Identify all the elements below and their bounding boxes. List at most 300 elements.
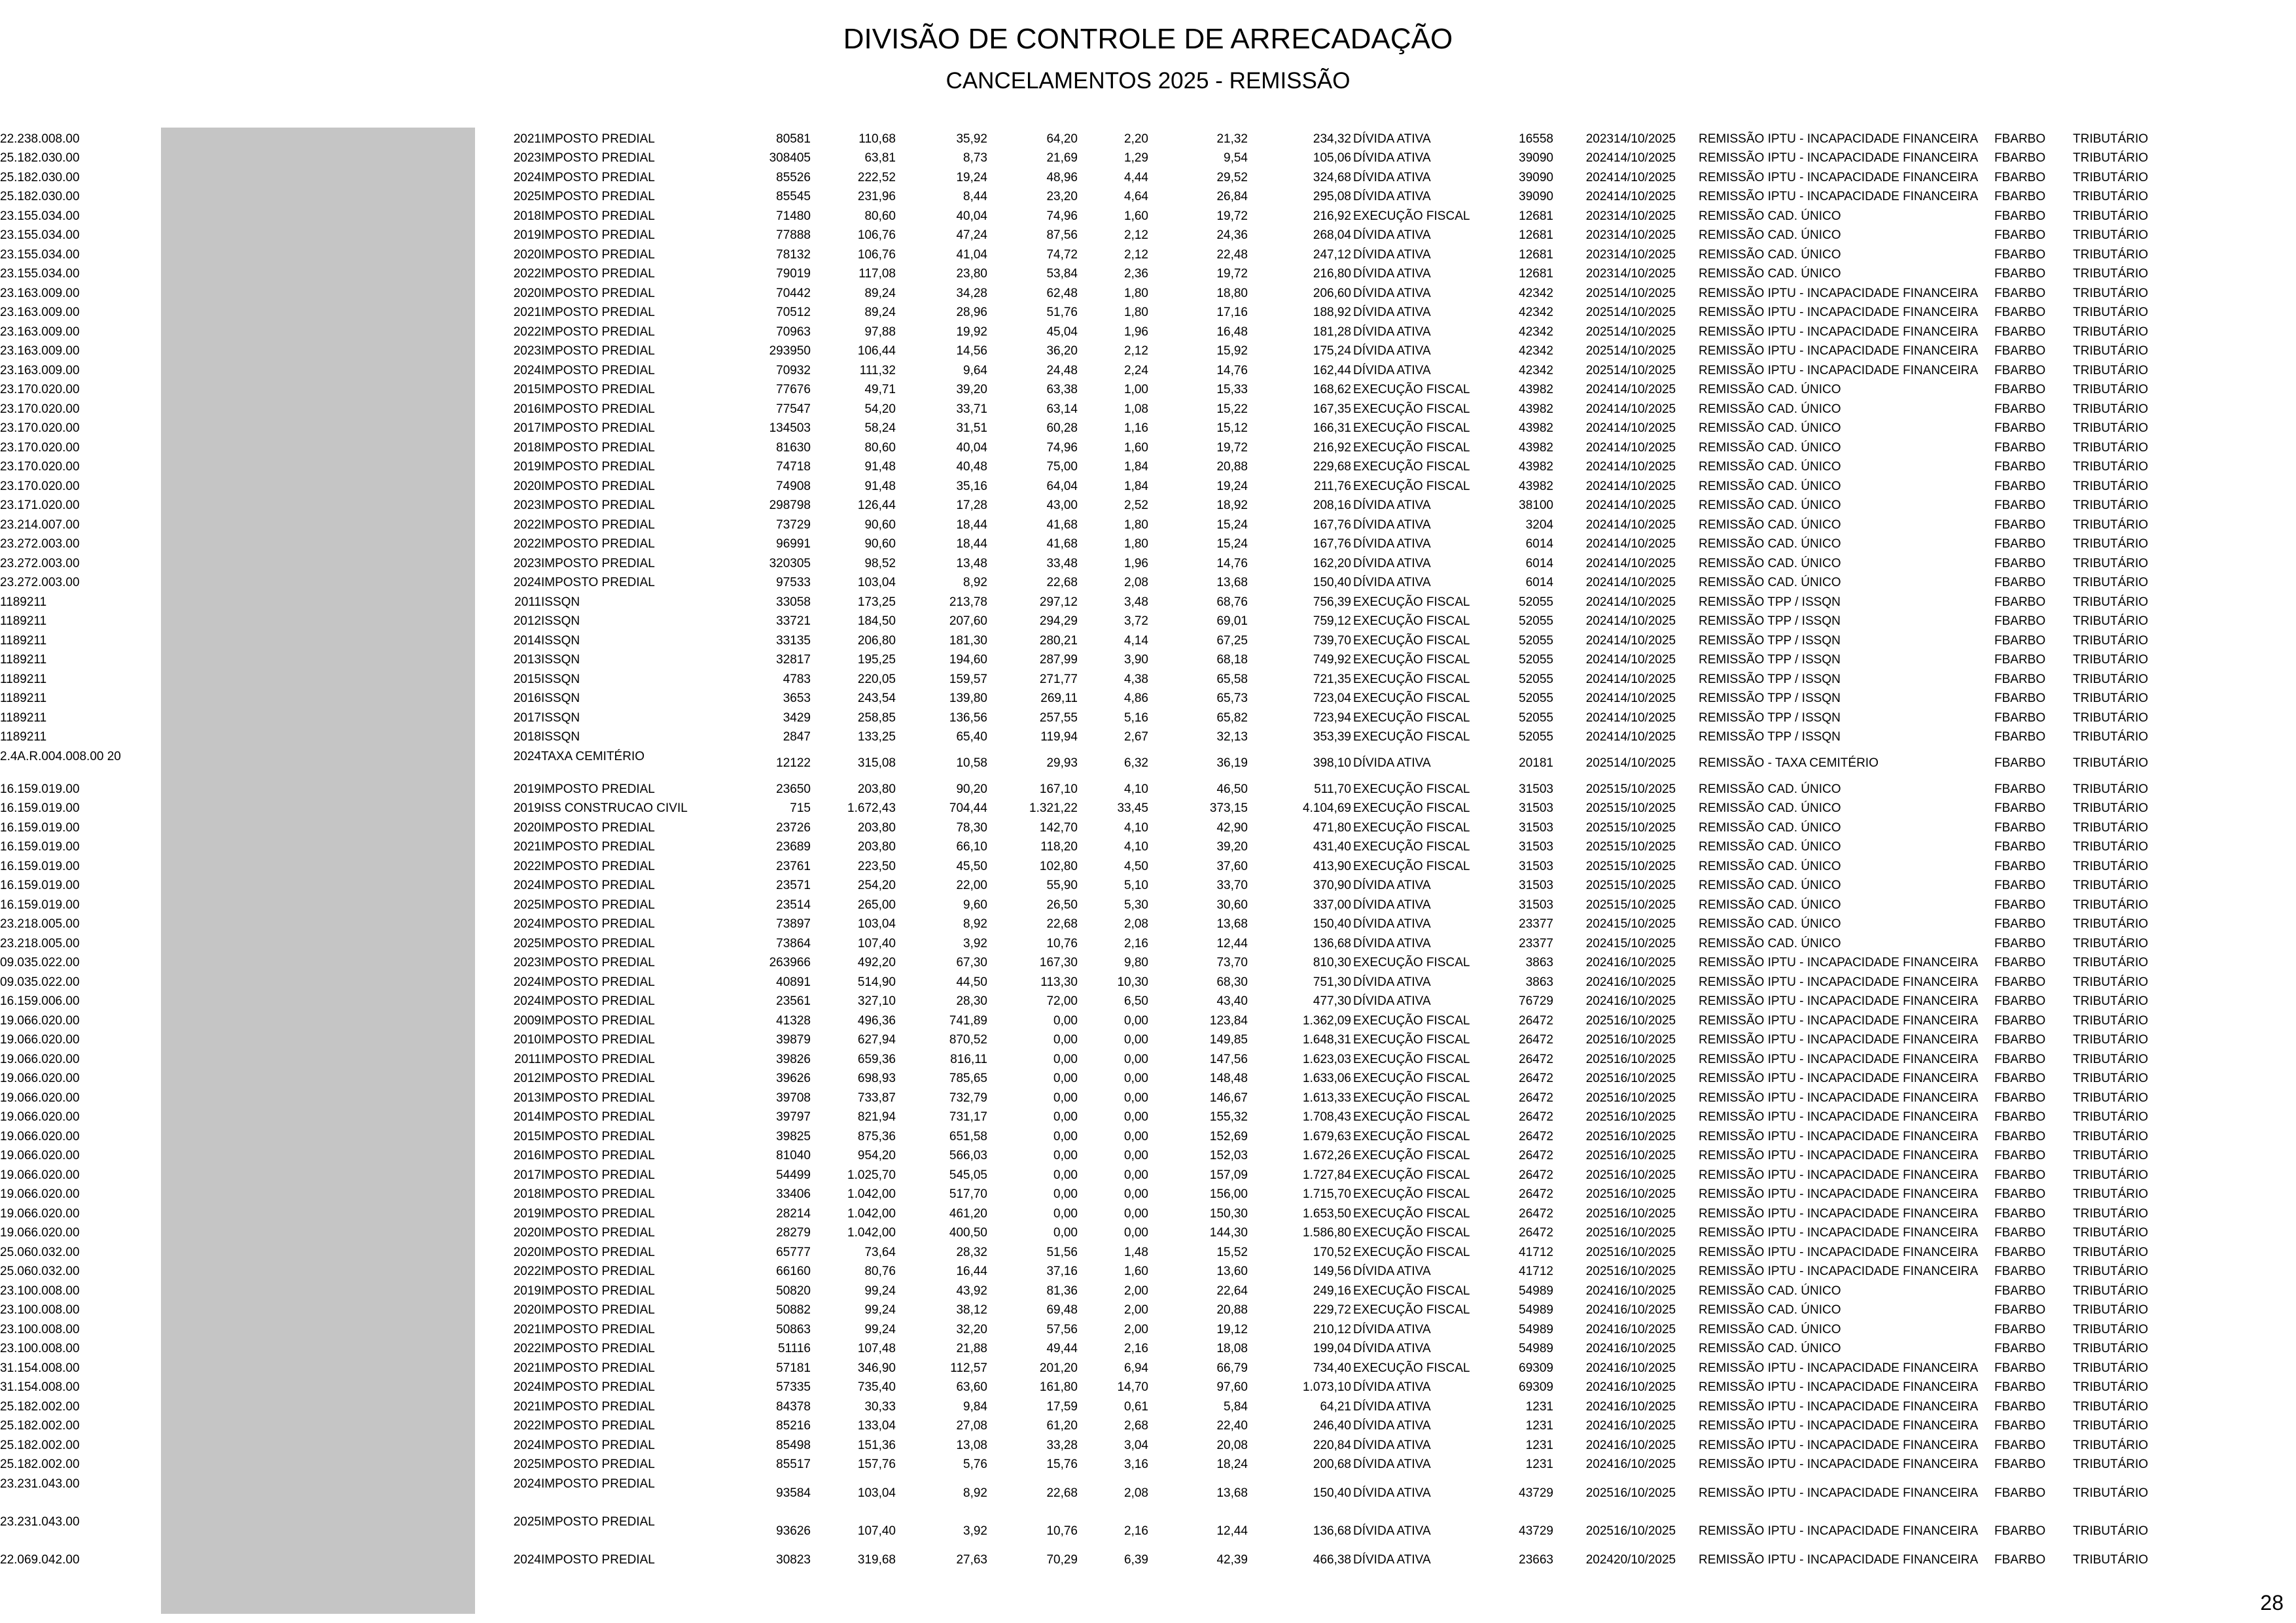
cell-setor: TRIBUTÁRIO [2073,151,2149,166]
cell-valor3: 41,68 [1046,537,1078,551]
cell-tributo: IMPOSTO PREDIAL [541,421,655,436]
cell-contribuinte_oculto [160,877,476,896]
cell-valor4: 4,14 [1124,633,1148,648]
cell-valor4: 6,50 [1124,994,1148,1009]
cell-motivo: REMISSÃO IPTU - INCAPACIDADE FINANCEIRA [1699,994,1979,1009]
cell-inscricao: 1189211 [0,633,47,648]
cell-tributo: ISSQN [541,633,580,648]
table-row [0,1166,2296,1185]
cell-total: 216,80 [1313,267,1351,281]
cell-usuario: FBARBO [1994,1245,2046,1259]
cell-valor4: 0,00 [1124,1072,1148,1086]
cell-ano_processo: 2024 [1585,653,1614,667]
table-row [0,1417,2296,1437]
cell-data: 14/10/2025 [1614,209,1676,223]
cell-tributo: IMPOSTO PREDIAL [541,1515,655,1529]
cell-valor4: 0,00 [1124,1052,1148,1066]
cell-total: 249,16 [1313,1283,1351,1298]
cell-ano_processo: 2024 [1585,383,1614,397]
cell-data: 14/10/2025 [1614,190,1676,204]
cell-valor4: 6,32 [1124,756,1148,771]
cell-motivo: REMISSÃO CAD. ÚNICO [1699,209,1841,223]
cell-ano_processo: 2024 [1585,672,1614,686]
cell-valor4: 0,00 [1124,1091,1148,1105]
cell-processo: 54989 [1519,1342,1553,1356]
cell-valor3: 74,96 [1046,209,1078,223]
cell-motivo: REMISSÃO CAD. ÚNICO [1699,402,1841,416]
cell-tributo: IMPOSTO PREDIAL [541,517,655,532]
cell-tributo: ISSQN [541,614,580,629]
cell-motivo: REMISSÃO IPTU - INCAPACIDADE FINANCEIRA [1699,363,1979,377]
cell-ano_processo: 2024 [1585,1438,1614,1452]
cell-data: 15/10/2025 [1614,936,1676,951]
cell-setor: TRIBUTÁRIO [2073,1486,2149,1501]
cell-motivo: REMISSÃO CAD. ÚNICO [1699,782,1841,796]
cell-valor3: 0,00 [1053,1033,1078,1047]
cell-valor3: 201,20 [1039,1361,1078,1375]
cell-contribuinte_oculto [160,1456,476,1475]
cell-exercicio: 2021 [513,305,541,320]
cell-fase: DÍVIDA ATIVA [1353,170,1431,184]
cell-total: 150,40 [1313,917,1351,932]
cell-valor1: 103,04 [857,917,896,932]
cell-total: 188,92 [1313,305,1351,320]
cell-valor4: 1,80 [1124,305,1148,320]
cell-inscricao: 23.218.005.00 [0,917,80,932]
cell-data: 16/10/2025 [1614,1419,1676,1433]
cell-fase: DÍVIDA ATIVA [1353,324,1431,339]
cell-processo: 38100 [1519,498,1553,513]
cell-tributo: IMPOSTO PREDIAL [541,917,655,932]
cell-tributo: IMPOSTO PREDIAL [541,1129,655,1143]
cell-exercicio: 2019 [513,782,541,796]
cell-valor1: 220,05 [857,672,896,686]
cell-valor1: 319,68 [857,1552,896,1567]
cell-valor5: 42,39 [1216,1552,1248,1567]
cell-valor3: 167,10 [1039,782,1078,796]
cell-usuario: FBARBO [1994,1013,2046,1028]
cell-exercicio: 2022 [513,1419,541,1433]
cell-valor3: 0,00 [1053,1168,1078,1182]
cell-usuario: FBARBO [1994,1033,2046,1047]
cell-contribuinte_oculto [160,458,476,478]
cell-valor5: 26,84 [1216,190,1248,204]
cell-tributo: IMPOSTO PREDIAL [541,228,655,243]
cell-valor5: 155,32 [1209,1110,1248,1125]
cell-inscricao: 23.231.043.00 [0,1477,80,1491]
cell-tributo: IMPOSTO PREDIAL [541,324,655,339]
cell-inscricao: 23.170.020.00 [0,402,80,416]
cell-valor5: 5,84 [1224,1399,1248,1414]
cell-tributo: IMPOSTO PREDIAL [541,1168,655,1182]
table-row [0,1127,2296,1147]
table-row [0,400,2296,419]
cell-inscricao: 23.231.043.00 [0,1515,80,1529]
cell-motivo: REMISSÃO CAD. ÚNICO [1699,479,1841,493]
cell-contribuinte_oculto [160,130,476,149]
cell-cadastro: 32817 [776,653,811,667]
cell-cadastro: 134503 [769,421,811,436]
cell-inscricao: 09.035.022.00 [0,956,80,970]
cell-cadastro: 78132 [776,247,811,262]
cell-valor3: 17,59 [1046,1399,1078,1414]
cell-data: 14/10/2025 [1614,402,1676,416]
cell-valor5: 65,73 [1216,691,1248,706]
cell-tributo: IMPOSTO PREDIAL [541,247,655,262]
cell-contribuinte_oculto [160,207,476,226]
cell-contribuinte_oculto [160,419,476,439]
cell-tributo: IMPOSTO PREDIAL [541,782,655,796]
cell-valor3: 23,20 [1046,190,1078,204]
cell-motivo: REMISSÃO CAD. ÚNICO [1699,440,1841,455]
cell-valor2: 213,78 [949,595,987,609]
cell-setor: TRIBUTÁRIO [2073,479,2149,493]
cell-fase: DÍVIDA ATIVA [1353,879,1431,893]
cell-fase: EXECUÇÃO FISCAL [1353,1033,1470,1047]
cell-fase: DÍVIDA ATIVA [1353,1342,1431,1356]
cell-exercicio: 2019 [513,228,541,243]
cell-total: 199,04 [1313,1342,1351,1356]
cell-contribuinte_oculto [160,973,476,992]
cell-valor5: 20,88 [1216,1303,1248,1318]
cell-total: 295,08 [1313,190,1351,204]
cell-fase: DÍVIDA ATIVA [1353,498,1431,513]
cell-tributo: IMPOSTO PREDIAL [541,440,655,455]
cell-motivo: REMISSÃO CAD. ÚNICO [1699,421,1841,436]
cell-fase: EXECUÇÃO FISCAL [1353,1303,1470,1318]
cell-cadastro: 50882 [776,1303,811,1318]
cell-usuario: FBARBO [1994,672,2046,686]
cell-cadastro: 3429 [783,710,811,725]
cell-usuario: FBARBO [1994,479,2046,493]
cell-exercicio: 2025 [513,1515,541,1529]
cell-setor: TRIBUTÁRIO [2073,879,2149,893]
cell-valor1: 106,44 [857,344,896,358]
cell-data: 14/10/2025 [1614,537,1676,551]
cell-processo: 26472 [1519,1091,1553,1105]
cell-valor2: 28,30 [956,994,987,1009]
cell-valor5: 13,68 [1216,917,1248,932]
cell-tributo: IMPOSTO PREDIAL [541,1072,655,1086]
cell-valor4: 5,30 [1124,898,1148,912]
cell-valor5: 150,30 [1209,1206,1248,1221]
cell-inscricao: 23.272.003.00 [0,556,80,570]
cell-usuario: FBARBO [1994,975,2046,989]
cell-valor4: 4,44 [1124,170,1148,184]
cell-usuario: FBARBO [1994,1342,2046,1356]
cell-processo: 20181 [1519,756,1553,771]
cell-contribuinte_oculto [160,954,476,973]
cell-inscricao: 19.066.020.00 [0,1013,80,1028]
cell-valor5: 73,70 [1216,956,1248,970]
cell-exercicio: 2022 [513,1265,541,1279]
cell-valor2: 22,00 [956,879,987,893]
cell-inscricao: 1189211 [0,653,47,667]
cell-fase: EXECUÇÃO FISCAL [1353,383,1470,397]
cell-exercicio: 2024 [513,975,541,989]
cell-contribuinte_oculto [160,1475,476,1512]
cell-valor3: 69,48 [1046,1303,1078,1318]
cell-usuario: FBARBO [1994,898,2046,912]
cell-motivo: REMISSÃO CAD. ÚNICO [1699,383,1841,397]
cell-contribuinte_oculto [160,168,476,188]
cell-motivo: REMISSÃO CAD. ÚNICO [1699,228,1841,243]
cell-motivo: REMISSÃO TPP / ISSQN [1699,633,1841,648]
cell-data: 16/10/2025 [1614,1206,1676,1221]
cell-ano_processo: 2025 [1585,1110,1614,1125]
cell-motivo: REMISSÃO IPTU - INCAPACIDADE FINANCEIRA [1699,131,1979,146]
cell-processo: 6014 [1525,537,1553,551]
cell-fase: EXECUÇÃO FISCAL [1353,1052,1470,1066]
cell-fase: DÍVIDA ATIVA [1353,131,1431,146]
cell-valor5: 15,24 [1216,517,1248,532]
cell-cadastro: 50863 [776,1322,811,1336]
table-row [0,1512,2296,1550]
cell-cadastro: 23650 [776,782,811,796]
cell-valor4: 2,00 [1124,1322,1148,1336]
cell-exercicio: 2016 [513,691,541,706]
table-row [0,1475,2296,1512]
cell-exercicio: 2024 [513,363,541,377]
cell-tributo: IMPOSTO PREDIAL [541,1380,655,1395]
cell-processo: 31503 [1519,820,1553,835]
cell-fase: EXECUÇÃO FISCAL [1353,1110,1470,1125]
cell-valor5: 18,80 [1216,286,1248,300]
cell-setor: TRIBUTÁRIO [2073,1399,2149,1414]
cell-valor5: 373,15 [1209,801,1248,816]
cell-valor5: 19,72 [1216,267,1248,281]
cell-processo: 26472 [1519,1129,1553,1143]
cell-valor3: 0,00 [1053,1129,1078,1143]
cell-exercicio: 2022 [513,859,541,873]
cell-cadastro: 23761 [776,859,811,873]
cell-valor5: 39,20 [1216,840,1248,854]
cell-ano_processo: 2025 [1585,1187,1614,1202]
cell-usuario: FBARBO [1994,1265,2046,1279]
cell-motivo: REMISSÃO IPTU - INCAPACIDADE FINANCEIRA [1699,1072,1979,1086]
cell-inscricao: 19.066.020.00 [0,1149,80,1163]
cell-data: 14/10/2025 [1614,286,1676,300]
cell-contribuinte_oculto [160,1070,476,1089]
cell-exercicio: 2011 [514,1052,541,1066]
cell-fase: DÍVIDA ATIVA [1353,1322,1431,1336]
cell-valor4: 2,08 [1124,917,1148,932]
cell-valor1: 1.042,00 [847,1206,896,1221]
cell-valor2: 33,71 [956,402,987,416]
cell-processo: 42342 [1519,363,1553,377]
cell-contribuinte_oculto [160,1166,476,1185]
cell-fase: EXECUÇÃO FISCAL [1353,1149,1470,1163]
cell-valor4: 2,12 [1124,228,1148,243]
cell-valor2: 32,20 [956,1322,987,1336]
cell-processo: 26472 [1519,1072,1553,1086]
cell-tributo: ISSQN [541,595,580,609]
cell-processo: 31503 [1519,840,1553,854]
cell-inscricao: 23.163.009.00 [0,286,80,300]
cell-processo: 23377 [1519,936,1553,951]
page-title: DIVISÃO DE CONTROLE DE ARRECADAÇÃO [843,23,1453,55]
cell-tributo: IMPOSTO PREDIAL [541,1322,655,1336]
cell-cadastro: 33406 [776,1187,811,1202]
cell-valor1: 126,44 [857,498,896,513]
cell-ano_processo: 2025 [1585,1245,1614,1259]
cell-valor4: 1,60 [1124,209,1148,223]
cell-total: 431,40 [1313,840,1351,854]
cell-usuario: FBARBO [1994,653,2046,667]
cell-setor: TRIBUTÁRIO [2073,1419,2149,1433]
cell-fase: DÍVIDA ATIVA [1353,994,1431,1009]
cell-data: 14/10/2025 [1614,498,1676,513]
cell-setor: TRIBUTÁRIO [2073,440,2149,455]
cell-valor4: 1,96 [1124,324,1148,339]
cell-ano_processo: 2024 [1585,517,1614,532]
cell-total: 1.727,84 [1303,1168,1351,1182]
cell-valor5: 18,08 [1216,1342,1248,1356]
cell-total: 247,12 [1313,247,1351,262]
cell-valor2: 63,60 [956,1380,987,1395]
cell-cadastro: 39797 [776,1110,811,1125]
cell-ano_processo: 2025 [1585,1149,1614,1163]
cell-ano_processo: 2024 [1585,151,1614,166]
cell-valor2: 545,05 [949,1168,987,1182]
cell-valor2: 159,57 [949,672,987,686]
cell-data: 15/10/2025 [1614,840,1676,854]
cell-setor: TRIBUTÁRIO [2073,576,2149,590]
table-row [0,1070,2296,1089]
cell-valor3: 0,00 [1053,1072,1078,1086]
table-row [0,915,2296,935]
cell-valor4: 4,50 [1124,859,1148,873]
cell-exercicio: 2024 [513,576,541,590]
cancellations-table [0,130,2296,1570]
cell-ano_processo: 2024 [1585,1283,1614,1298]
cell-contribuinte_oculto [160,838,476,858]
cell-valor5: 19,72 [1216,440,1248,455]
cell-valor1: 157,76 [857,1457,896,1472]
cell-cadastro: 93626 [776,1524,811,1539]
cell-exercicio: 2021 [513,1322,541,1336]
table-row [0,130,2296,149]
cell-valor1: 106,76 [857,228,896,243]
cell-exercicio: 2020 [513,1245,541,1259]
cell-valor5: 156,00 [1209,1187,1248,1202]
cell-fase: EXECUÇÃO FISCAL [1353,1206,1470,1221]
cell-data: 16/10/2025 [1614,1524,1676,1539]
cell-valor3: 29,93 [1046,756,1078,771]
cell-valor3: 0,00 [1053,1091,1078,1105]
cell-valor4: 2,68 [1124,1419,1148,1433]
cell-data: 16/10/2025 [1614,1033,1676,1047]
cell-usuario: FBARBO [1994,1399,2046,1414]
cell-valor5: 15,24 [1216,537,1248,551]
cell-valor5: 19,24 [1216,479,1248,493]
cell-usuario: FBARBO [1994,1072,2046,1086]
cell-ano_processo: 2024 [1585,537,1614,551]
cell-contribuinte_oculto [160,670,476,689]
cell-contribuinte_oculto [160,689,476,709]
cell-setor: TRIBUTÁRIO [2073,898,2149,912]
cell-valor2: 18,44 [956,537,987,551]
cell-fase: EXECUÇÃO FISCAL [1353,1226,1470,1240]
cell-contribuinte_oculto [160,477,476,497]
cell-valor2: 34,28 [956,286,987,300]
cell-ano_processo: 2023 [1585,131,1614,146]
cell-cadastro: 81630 [776,440,811,455]
cell-motivo: REMISSÃO IPTU - INCAPACIDADE FINANCEIRA [1699,1486,1979,1501]
cell-inscricao: 23.170.020.00 [0,421,80,436]
cell-cadastro: 97533 [776,576,811,590]
cell-processo: 43982 [1519,460,1553,474]
cell-cadastro: 12122 [776,756,811,771]
cell-cadastro: 28279 [776,1226,811,1240]
cell-valor3: 167,30 [1039,956,1078,970]
cell-valor3: 43,00 [1046,498,1078,513]
cell-inscricao: 19.066.020.00 [0,1129,80,1143]
cell-cadastro: 2847 [783,730,811,744]
cell-contribuinte_oculto [160,1397,476,1417]
cell-cadastro: 85517 [776,1457,811,1472]
cell-valor2: 40,04 [956,440,987,455]
cell-valor3: 51,76 [1046,305,1078,320]
cell-cadastro: 73864 [776,936,811,951]
cell-valor3: 57,56 [1046,1322,1078,1336]
cell-processo: 52055 [1519,595,1553,609]
cell-data: 16/10/2025 [1614,1129,1676,1143]
table-row [0,458,2296,478]
cell-ano_processo: 2024 [1585,170,1614,184]
cell-valor1: 223,50 [857,859,896,873]
cell-processo: 26472 [1519,1168,1553,1182]
cell-valor5: 22,64 [1216,1283,1248,1298]
cell-tributo: IMPOSTO PREDIAL [541,1283,655,1298]
cell-exercicio: 2018 [513,440,541,455]
cell-exercicio: 2019 [513,1206,541,1221]
cell-valor5: 18,24 [1216,1457,1248,1472]
cell-tributo: IMPOSTO PREDIAL [541,1206,655,1221]
cell-motivo: REMISSÃO IPTU - INCAPACIDADE FINANCEIRA [1699,344,1979,358]
cell-data: 16/10/2025 [1614,1013,1676,1028]
cell-setor: TRIBUTÁRIO [2073,975,2149,989]
cell-cadastro: 715 [790,801,811,816]
cell-valor3: 36,20 [1046,344,1078,358]
cell-inscricao: 19.066.020.00 [0,1226,80,1240]
cell-usuario: FBARBO [1994,756,2046,771]
cell-processo: 12681 [1519,228,1553,243]
cell-usuario: FBARBO [1994,956,2046,970]
cell-motivo: REMISSÃO IPTU - INCAPACIDADE FINANCEIRA [1699,151,1979,166]
cell-valor5: 24,36 [1216,228,1248,243]
cell-contribuinte_oculto [160,188,476,207]
cell-processo: 23377 [1519,917,1553,932]
cell-valor3: 51,56 [1046,1245,1078,1259]
cell-setor: TRIBUTÁRIO [2073,994,2149,1009]
cell-inscricao: 19.066.020.00 [0,1052,80,1066]
table-row [0,1204,2296,1224]
cell-valor5: 36,19 [1216,756,1248,771]
cell-contribuinte_oculto [160,1108,476,1128]
cell-contribuinte_oculto [160,1512,476,1550]
cell-exercicio: 2020 [513,1226,541,1240]
cell-valor3: 87,56 [1046,228,1078,243]
cell-cadastro: 70512 [776,305,811,320]
cell-tributo: IMPOSTO PREDIAL [541,383,655,397]
cell-setor: TRIBUTÁRIO [2073,1245,2149,1259]
cell-tributo: IMPOSTO PREDIAL [541,537,655,551]
cell-valor5: 15,22 [1216,402,1248,416]
cell-inscricao: 23.170.020.00 [0,440,80,455]
cell-tributo: ISSQN [541,672,580,686]
cell-data: 14/10/2025 [1614,576,1676,590]
